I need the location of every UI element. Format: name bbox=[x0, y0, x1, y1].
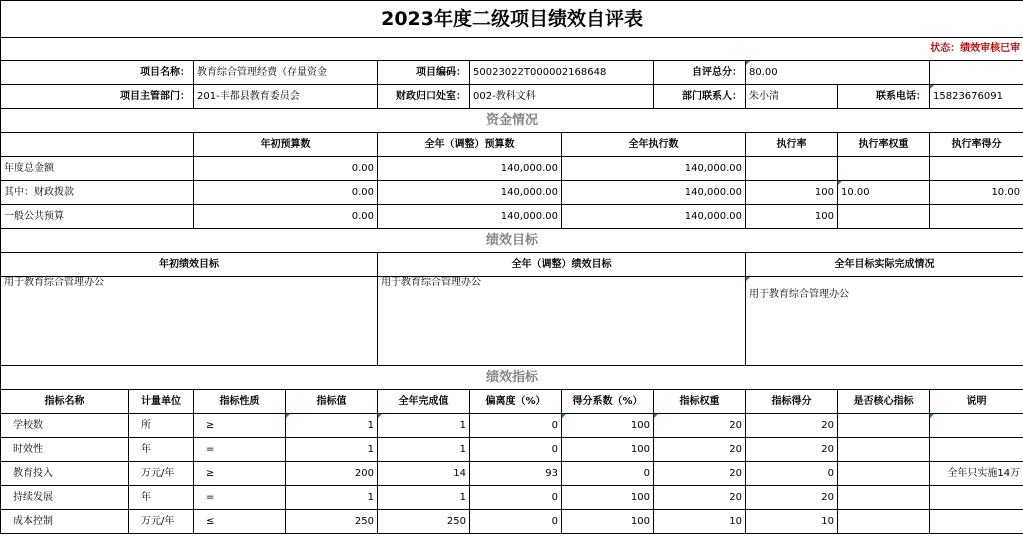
ind-coef[interactable]: 100 bbox=[562, 438, 654, 462]
indicator-row bbox=[1, 414, 1023, 438]
ind-core[interactable] bbox=[838, 486, 930, 510]
ind-actual[interactable]: 14 bbox=[378, 462, 470, 486]
funds-rate[interactable]: 100 bbox=[746, 181, 838, 205]
ind-deviation: 0 bbox=[470, 486, 562, 510]
funds-executed[interactable]: 140,000.00 bbox=[562, 205, 746, 229]
ind-score: 0 bbox=[746, 462, 838, 486]
goals-header-actual: 全年目标实际完成情况 bbox=[746, 253, 1023, 277]
ind-unit: 年 bbox=[129, 486, 194, 510]
project-name-label: 项目名称： bbox=[1, 61, 194, 85]
ind-coef[interactable]: 100 bbox=[562, 510, 654, 534]
indicator-row bbox=[1, 438, 1023, 462]
ind-name: 教育投入 bbox=[1, 462, 129, 486]
ind-weight[interactable]: 20 bbox=[654, 438, 746, 462]
self-score-label: 自评总分： bbox=[654, 61, 746, 85]
page-title: 2023年度二级项目绩效自评表 bbox=[1, 1, 1023, 38]
ind-header-weight: 指标权重 bbox=[654, 390, 746, 414]
project-code-value[interactable]: 50023022T000002168648 bbox=[470, 61, 654, 85]
funds-weight[interactable]: 10.00 bbox=[838, 181, 930, 205]
ind-header-nature: 指标性质 bbox=[194, 390, 286, 414]
funds-row bbox=[1, 205, 1023, 229]
ind-core[interactable] bbox=[838, 462, 930, 486]
self-score-value[interactable]: 80.00 bbox=[746, 61, 930, 85]
funds-header-score: 执行率得分 bbox=[930, 133, 1023, 157]
funds-score[interactable] bbox=[930, 157, 1023, 181]
ind-core[interactable] bbox=[838, 510, 930, 534]
ind-note[interactable] bbox=[930, 414, 1023, 438]
funds-header-blank bbox=[1, 133, 194, 157]
goals-section-title: 绩效目标 bbox=[1, 229, 1023, 253]
contact-label: 部门联系人： bbox=[654, 85, 746, 109]
funds-header-weight: 执行率权重 bbox=[838, 133, 930, 157]
funds-row-label: 年度总金额 bbox=[1, 157, 194, 181]
funds-initial[interactable]: 0.00 bbox=[194, 181, 378, 205]
ind-header-actual: 全年完成值 bbox=[378, 390, 470, 414]
ind-target[interactable]: 1 bbox=[286, 438, 378, 462]
ind-nature: ≥ bbox=[194, 462, 286, 486]
funds-rate[interactable]: 100 bbox=[746, 205, 838, 229]
project-name-value[interactable]: 教育综合管理经费（存量资金 bbox=[194, 61, 378, 85]
funds-adjusted[interactable]: 140,000.00 bbox=[378, 205, 562, 229]
ind-nature: ≥ bbox=[194, 414, 286, 438]
funds-header-rate: 执行率 bbox=[746, 133, 838, 157]
ind-coef[interactable]: 100 bbox=[562, 486, 654, 510]
funds-section-title: 资金情况 bbox=[1, 109, 1023, 133]
ind-weight[interactable]: 10 bbox=[654, 510, 746, 534]
empty-cell bbox=[930, 61, 1023, 85]
ind-actual[interactable]: 1 bbox=[378, 486, 470, 510]
ind-note[interactable] bbox=[930, 438, 1023, 462]
funds-rate[interactable] bbox=[746, 157, 838, 181]
ind-note[interactable] bbox=[930, 486, 1023, 510]
ind-target[interactable]: 200 bbox=[286, 462, 378, 486]
ind-actual[interactable]: 250 bbox=[378, 510, 470, 534]
funds-adjusted[interactable]: 140,000.00 bbox=[378, 181, 562, 205]
goal-actual-text[interactable]: 用于教育综合管理办公 bbox=[746, 277, 1023, 366]
funds-header-executed: 全年执行数 bbox=[562, 133, 746, 157]
indicator-row bbox=[1, 462, 1023, 486]
ind-unit: 万元/年 bbox=[129, 462, 194, 486]
ind-note[interactable] bbox=[930, 510, 1023, 534]
finance-office-value[interactable]: 002-教科文科 bbox=[470, 85, 654, 109]
funds-initial[interactable]: 0.00 bbox=[194, 157, 378, 181]
ind-deviation: 0 bbox=[470, 414, 562, 438]
ind-coef[interactable]: 100 bbox=[562, 414, 654, 438]
ind-score: 20 bbox=[746, 414, 838, 438]
ind-target[interactable]: 1 bbox=[286, 414, 378, 438]
ind-deviation: 93 bbox=[470, 462, 562, 486]
ind-name: 学校数 bbox=[1, 414, 129, 438]
funds-row-label: 其中：财政拨款 bbox=[1, 181, 194, 205]
funds-executed[interactable]: 140,000.00 bbox=[562, 157, 746, 181]
phone-value[interactable]: 15823676091 bbox=[930, 85, 1023, 109]
ind-core[interactable] bbox=[838, 414, 930, 438]
ind-coef[interactable]: 0 bbox=[562, 462, 654, 486]
ind-unit: 万元/年 bbox=[129, 510, 194, 534]
ind-actual[interactable]: 1 bbox=[378, 438, 470, 462]
ind-note[interactable]: 全年只实施14万 bbox=[930, 462, 1023, 486]
goal-adjusted-text[interactable]: 用于教育综合管理办公 bbox=[378, 277, 746, 366]
ind-header-core: 是否核心指标 bbox=[838, 390, 930, 414]
ind-header-score: 指标得分 bbox=[746, 390, 838, 414]
ind-target[interactable]: 1 bbox=[286, 486, 378, 510]
ind-weight[interactable]: 20 bbox=[654, 462, 746, 486]
ind-score: 20 bbox=[746, 438, 838, 462]
ind-header-name: 指标名称 bbox=[1, 390, 129, 414]
ind-nature: = bbox=[194, 486, 286, 510]
ind-deviation: 0 bbox=[470, 510, 562, 534]
ind-unit: 年 bbox=[129, 438, 194, 462]
funds-weight[interactable] bbox=[838, 157, 930, 181]
department-label: 项目主管部门： bbox=[1, 85, 194, 109]
indicators-section-title: 绩效指标 bbox=[1, 366, 1023, 390]
ind-actual[interactable]: 1 bbox=[378, 414, 470, 438]
indicator-row bbox=[1, 510, 1023, 534]
ind-weight[interactable]: 20 bbox=[654, 486, 746, 510]
funds-header-adjusted: 全年（调整）预算数 bbox=[378, 133, 562, 157]
funds-header-initial: 年初预算数 bbox=[194, 133, 378, 157]
ind-name: 时效性 bbox=[1, 438, 129, 462]
indicator-row bbox=[1, 486, 1023, 510]
ind-header-deviation: 偏离度（%） bbox=[470, 390, 562, 414]
ind-score: 20 bbox=[746, 486, 838, 510]
phone-label: 联系电话： bbox=[838, 85, 930, 109]
project-code-label: 项目编码： bbox=[378, 61, 470, 85]
department-value[interactable]: 201-丰都县教育委员会 bbox=[194, 85, 378, 109]
funds-initial[interactable]: 0.00 bbox=[194, 205, 378, 229]
funds-executed[interactable]: 140,000.00 bbox=[562, 181, 746, 205]
ind-name: 成本控制 bbox=[1, 510, 129, 534]
ind-deviation: 0 bbox=[470, 438, 562, 462]
status-badge: 状态：绩效审核已审 bbox=[1, 38, 1023, 61]
ind-core[interactable] bbox=[838, 438, 930, 462]
ind-header-target: 指标值 bbox=[286, 390, 378, 414]
ind-unit: 所 bbox=[129, 414, 194, 438]
goals-header-initial: 年初绩效目标 bbox=[1, 253, 378, 277]
funds-row bbox=[1, 181, 1023, 205]
ind-target[interactable]: 250 bbox=[286, 510, 378, 534]
ind-weight[interactable]: 20 bbox=[654, 414, 746, 438]
finance-office-label: 财政归口处室： bbox=[378, 85, 470, 109]
ind-nature: ≤ bbox=[194, 510, 286, 534]
ind-header-note: 说明 bbox=[930, 390, 1023, 414]
ind-header-coef: 得分系数（%） bbox=[562, 390, 654, 414]
ind-nature: = bbox=[194, 438, 286, 462]
goals-header-adjusted: 全年（调整）绩效目标 bbox=[378, 253, 746, 277]
goal-initial-text[interactable]: 用于教育综合管理办公 bbox=[1, 277, 378, 366]
ind-name: 持续发展 bbox=[1, 486, 129, 510]
ind-score: 10 bbox=[746, 510, 838, 534]
funds-row bbox=[1, 157, 1023, 181]
funds-weight[interactable] bbox=[838, 205, 930, 229]
funds-score[interactable] bbox=[930, 205, 1023, 229]
funds-row-label: 一般公共预算 bbox=[1, 205, 194, 229]
funds-score[interactable]: 10.00 bbox=[930, 181, 1023, 205]
ind-header-unit: 计量单位 bbox=[129, 390, 194, 414]
funds-adjusted[interactable]: 140,000.00 bbox=[378, 157, 562, 181]
contact-value[interactable]: 朱小清 bbox=[746, 85, 838, 109]
